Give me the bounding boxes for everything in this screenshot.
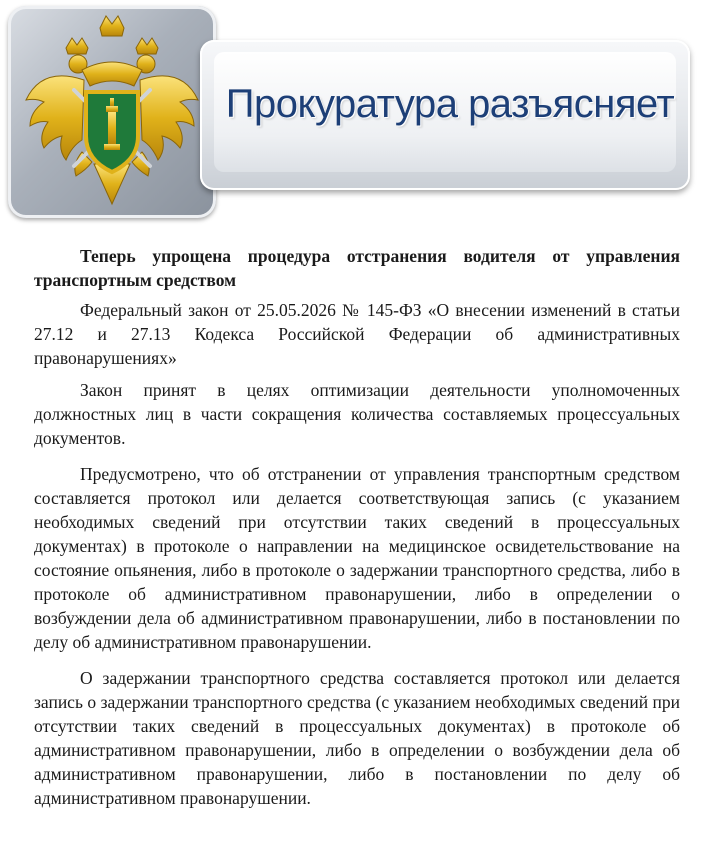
paragraph-removal-procedure: Предусмотрено, что об отстранении от управления транспортным средством составляется протокол или делается соответствующая запись (с указанием необходимых сведений при отсутствии таких сведений в процессуальных документах) в протоколе о направлении на медицинское освидетельствование на состояние опьянения, либо в протоколе о задержании транспортного средства, либо в протоколе об административном правонарушении, либо в определении о возбуждении дела об административном правонарушении, либо в постановлении по делу об административном правонарушении. xyxy=(34,464,680,652)
paragraph-purpose: Закон принят в целях оптимизации деятельности уполномоченных должностных лиц в части сокращения количества составляемых процессуальных документов. xyxy=(34,380,680,448)
article-heading: Теперь упрощена процедура отстранения водителя от управления транспортным средством xyxy=(34,246,680,290)
header xyxy=(0,0,701,232)
title-banner xyxy=(200,40,690,190)
article-body xyxy=(34,244,680,822)
paragraph-vehicle-detention: О задержании транспортного средства составляется протокол или делается запись о задержании транспортного средства (с указанием необходимых сведений при отсутствии таких сведений в процессуальных документах) в протоколе об административном правонарушении, либо в определении о возбуждении дела об административном правонарушении, либо в постановлении по делу об административном правонарушении. xyxy=(34,668,680,808)
paragraph-law-reference: Федеральный закон от 25.05.2026 № 145-ФЗ «О внесении изменений в статьи 27.12 и 27.13 Кодекса Российской Федерации об административных правонарушениях» xyxy=(34,300,680,368)
prosecutor-emblem-icon xyxy=(22,14,202,210)
banner-title: Прокуратура разъясняет xyxy=(225,82,675,126)
emblem-panel xyxy=(8,6,216,218)
